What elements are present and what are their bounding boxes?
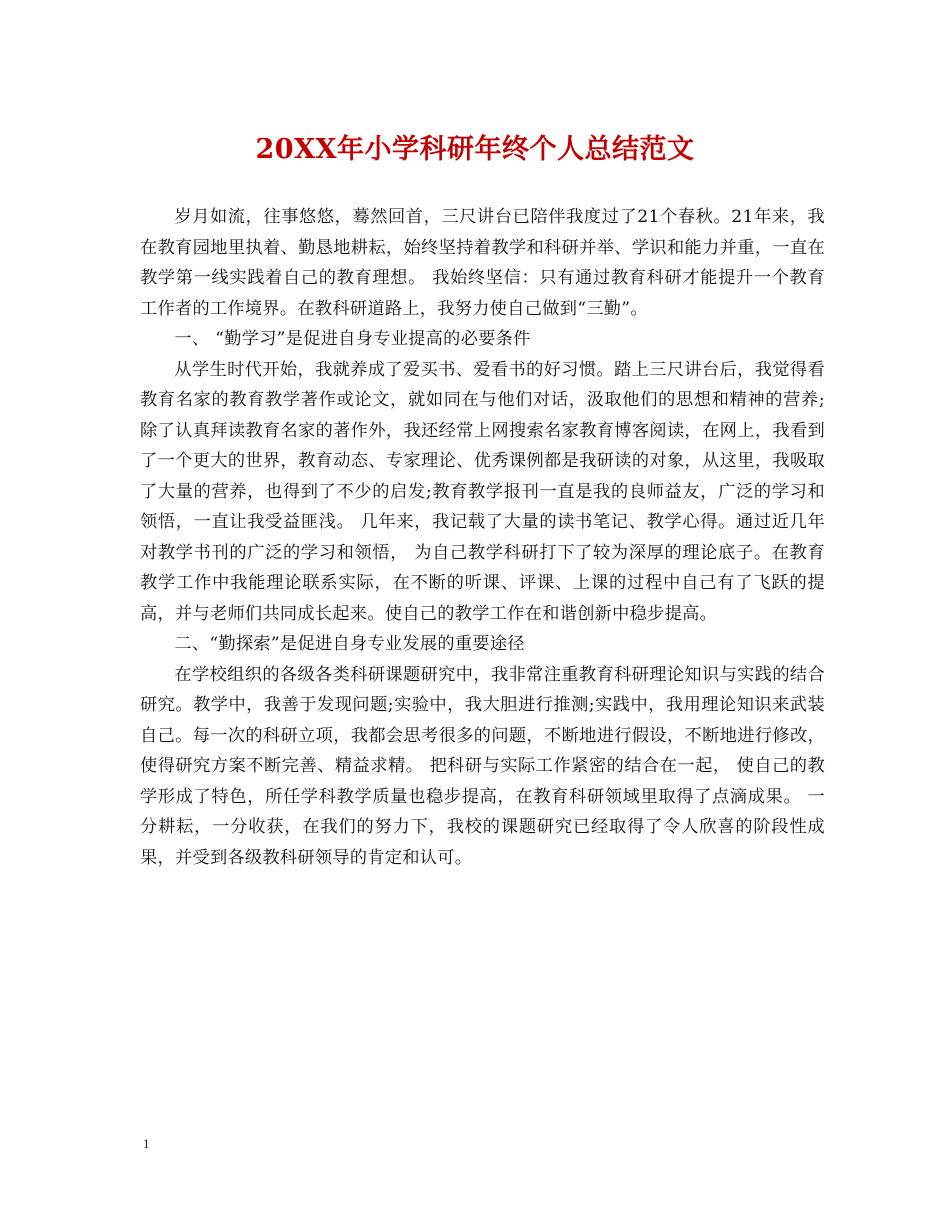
paragraph-exploration: 在学校组织的各级各类科研课题研究中，我非常注重教育科研理论知识与实践的结合研究。教学中，我善于发现问题;实验中，我大胆进行推测;实践中，我用理论知识来武装自己。每一次的科研立项，我都会思考很多的问题，不断地进行假设，不断地进行修改，使得研究方案不断完善、精益求精。 把科研与实际工作紧密的结合在一起， 使自己的教学形成了特色，所任学科教学质量也稳步提高，在教育科研领域里取得了点滴成果。 一分耕耘，一分收获，在我们的努力下，我校的课题研究已经取得了令人欣喜的阶段性成果，并受到各级教科研领导的肯定和认可。: [140, 664, 825, 868]
section-heading-2: 二、“勤探索”是促进自身专业发展的重要途径: [174, 634, 525, 654]
section-heading-1: 一、 “勤学习”是促进自身专业提高的必要条件: [174, 329, 531, 349]
page-number: 1: [143, 1136, 150, 1151]
paragraph-intro: 岁月如流，往事悠悠，蓦然回首，三尺讲台已陪伴我度过了21个春秋。21年来，我在教育园地里执着、勤恳地耕耘，始终坚持着教学和科研并举、学识和能力并重，一直在教学第一线实践着自己的教育理想。 我始终坚信：只有通过教育科研才能提升一个教育工作者的工作境界。在教科研道路上，我努力使自己做到“三勤”。: [140, 207, 825, 319]
paragraph-learning: 从学生时代开始，我就养成了爱买书、爱看书的好习惯。踏上三尺讲台后，我觉得看教育名家的教育教学著作或论文，就如同在与他们对话，汲取他们的思想和精神的营养;除了认真拜读教育名家的著作外，我还经常上网搜索名家教育博客阅读，在网上，我看到了一个更大的世界，教育动态、专家理论、优秀课例都是我研读的对象，从这里，我吸取了大量的营养，也得到了不少的启发;教育教学报刊一直是我的良师益友，广泛的学习和领悟，一直让我受益匪浅。 几年来，我记载了大量的读书笔记、教学心得。通过近几年对教学书刊的广泛的学习和领悟， 为自己教学科研打下了较为深厚的理论底子。在教育教学工作中我能理论联系实际，在不断的听课、评课、上课的过程中自己有了飞跃的提高，并与老师们共同成长起来。使自己的教学工作在和谐创新中稳步提高。: [140, 359, 825, 624]
page-title: 20XX年小学科研年终个人总结范文: [255, 134, 695, 165]
document-body: [140, 202, 825, 873]
